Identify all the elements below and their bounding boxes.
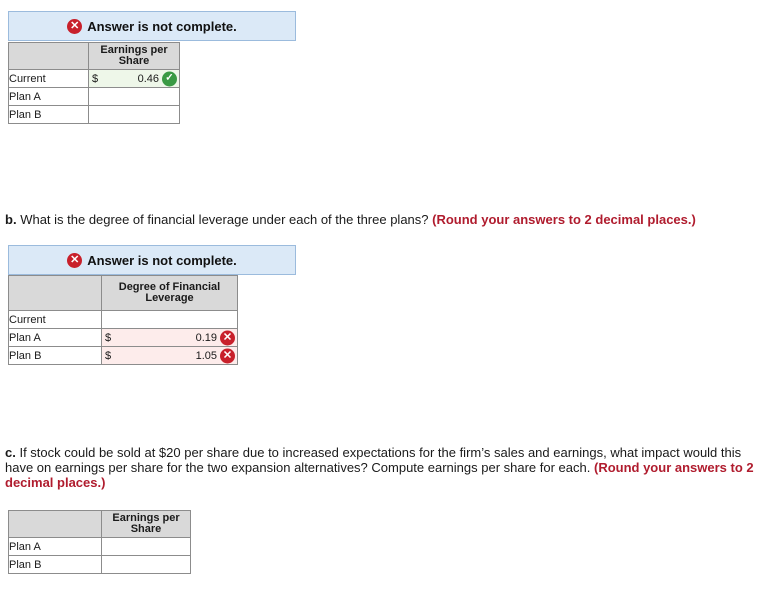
- currency-symbol: $: [105, 331, 112, 344]
- row-label: Current: [9, 311, 102, 329]
- table-row: [9, 329, 238, 347]
- eps-new-plan-b-input[interactable]: [102, 556, 191, 574]
- table-corner: [9, 276, 102, 311]
- input-value: 1.05: [195, 349, 217, 362]
- eps-plan-a-input[interactable]: [89, 88, 180, 106]
- table-row: [9, 538, 191, 556]
- incorrect-icon: ✕: [67, 19, 82, 34]
- row-label: Plan B: [9, 556, 102, 574]
- input-value: 0.46: [137, 72, 159, 85]
- rounding-note: (Round your answers to 2 decimal places.): [432, 212, 696, 227]
- incorrect-icon: ✕: [67, 253, 82, 268]
- dfl-current-input[interactable]: [102, 311, 238, 329]
- eps-table-a: [8, 42, 180, 124]
- rounding-note: (Round your answers to 2 decimal places.): [5, 460, 754, 490]
- input-value: 0.19: [195, 331, 217, 344]
- dfl-plan-b-input[interactable]: [102, 347, 238, 365]
- question-letter: b.: [5, 212, 17, 227]
- incorrect-icon: ✕: [220, 330, 235, 345]
- table-row: [9, 106, 180, 124]
- table-row: [9, 347, 238, 365]
- question-b: [5, 212, 770, 227]
- column-header-eps: Earnings per Share: [102, 511, 191, 538]
- table-row: [9, 556, 191, 574]
- incorrect-icon: ✕: [220, 348, 235, 363]
- row-label: Plan A: [9, 88, 89, 106]
- question-c: [5, 445, 770, 490]
- dfl-plan-a-input[interactable]: [102, 329, 238, 347]
- row-label: Plan A: [9, 538, 102, 556]
- currency-symbol: $: [92, 72, 99, 85]
- table-corner: [9, 43, 89, 70]
- question-text: What is the degree of financial leverage under each of the three plans?: [20, 212, 429, 227]
- eps-plan-b-input[interactable]: [89, 106, 180, 124]
- question-letter: c.: [5, 445, 16, 460]
- table-row: [9, 88, 180, 106]
- table-corner: [9, 511, 102, 538]
- banner-text: Answer is not complete.: [87, 18, 237, 34]
- eps-table-c: [8, 510, 191, 574]
- column-header-eps: Earnings per Share: [89, 43, 180, 70]
- row-label: Plan B: [9, 347, 102, 365]
- column-header-dfl: Degree of Financial Leverage: [102, 276, 238, 311]
- answer-status-banner-b: [8, 245, 296, 275]
- row-label: Plan B: [9, 106, 89, 124]
- row-label: Current: [9, 70, 89, 88]
- question-text: If stock could be sold at $20 per share due to increased expectations for the firm’s sales and earnings, what impact would this have on earnings per share for the two expansion alternatives? Compute earnings per share for each.: [5, 445, 742, 475]
- dfl-table: [8, 275, 238, 365]
- currency-symbol: $: [105, 349, 112, 362]
- correct-check-icon: ✓: [162, 71, 177, 86]
- answer-status-banner-a: [8, 11, 296, 41]
- table-row: [9, 311, 238, 329]
- eps-new-plan-a-input[interactable]: [102, 538, 191, 556]
- row-label: Plan A: [9, 329, 102, 347]
- table-row: [9, 70, 180, 88]
- banner-text: Answer is not complete.: [87, 252, 237, 268]
- eps-current-input[interactable]: [89, 70, 180, 88]
